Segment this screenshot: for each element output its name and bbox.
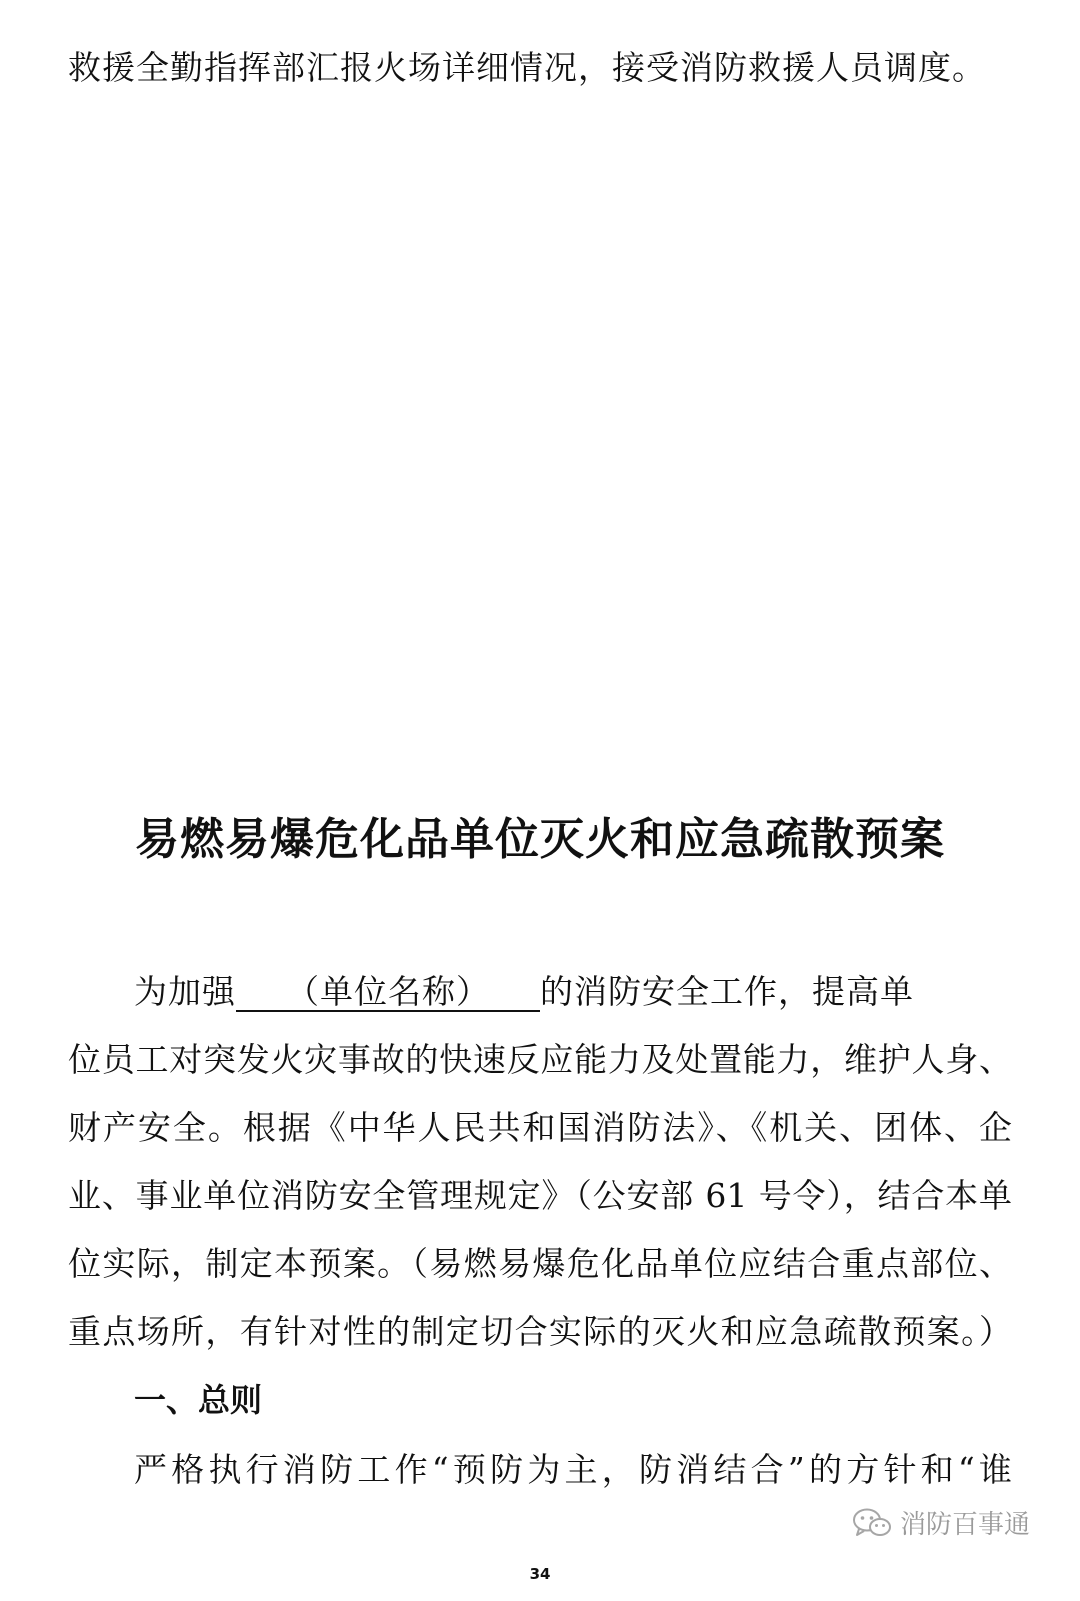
watermark [852,1504,1030,1541]
wechat-icon [852,1507,892,1539]
unit-name-blank: （单位名称） [236,974,540,1012]
intro-paragraph-line: 财产安全。根据《中华人民共和国消防法》、《机关、团体、企 [68,1108,1012,1147]
intro-paragraph-line: 业、事业单位消防安全管理规定》（公安部 61 号令），结合本单 [68,1176,1012,1215]
page-number: 34 [529,1565,551,1583]
intro-paragraph-line: 重点场所，有针对性的制定切合实际的灭火和应急疏散预案。） [68,1312,1012,1351]
intro-paragraph-line: 位员工对突发火灾事故的快速反应能力及处置能力，维护人身、 [68,1040,1012,1079]
document-title: 易燃易爆危化品单位灭火和应急疏散预案 [135,814,945,865]
watermark-text: 消防百事通 [899,1510,1030,1540]
continued-paragraph-line: 救援全勤指挥部汇报火场详细情况，接受消防救援人员调度。 [68,48,986,87]
intro-prefix: 为加强 [134,972,236,1011]
section-paragraph-line: 严格执行消防工作“预防为主，防消结合”的方针和“谁 [134,1450,1012,1489]
section-heading: 一、总则 [134,1381,263,1419]
intro-paragraph-line: 位实际，制定本预案。（易燃易爆危化品单位应结合重点部位、 [68,1244,1012,1283]
intro-suffix: 的消防安全工作，提高单 [540,972,914,1011]
intro-paragraph-line [134,972,914,1012]
